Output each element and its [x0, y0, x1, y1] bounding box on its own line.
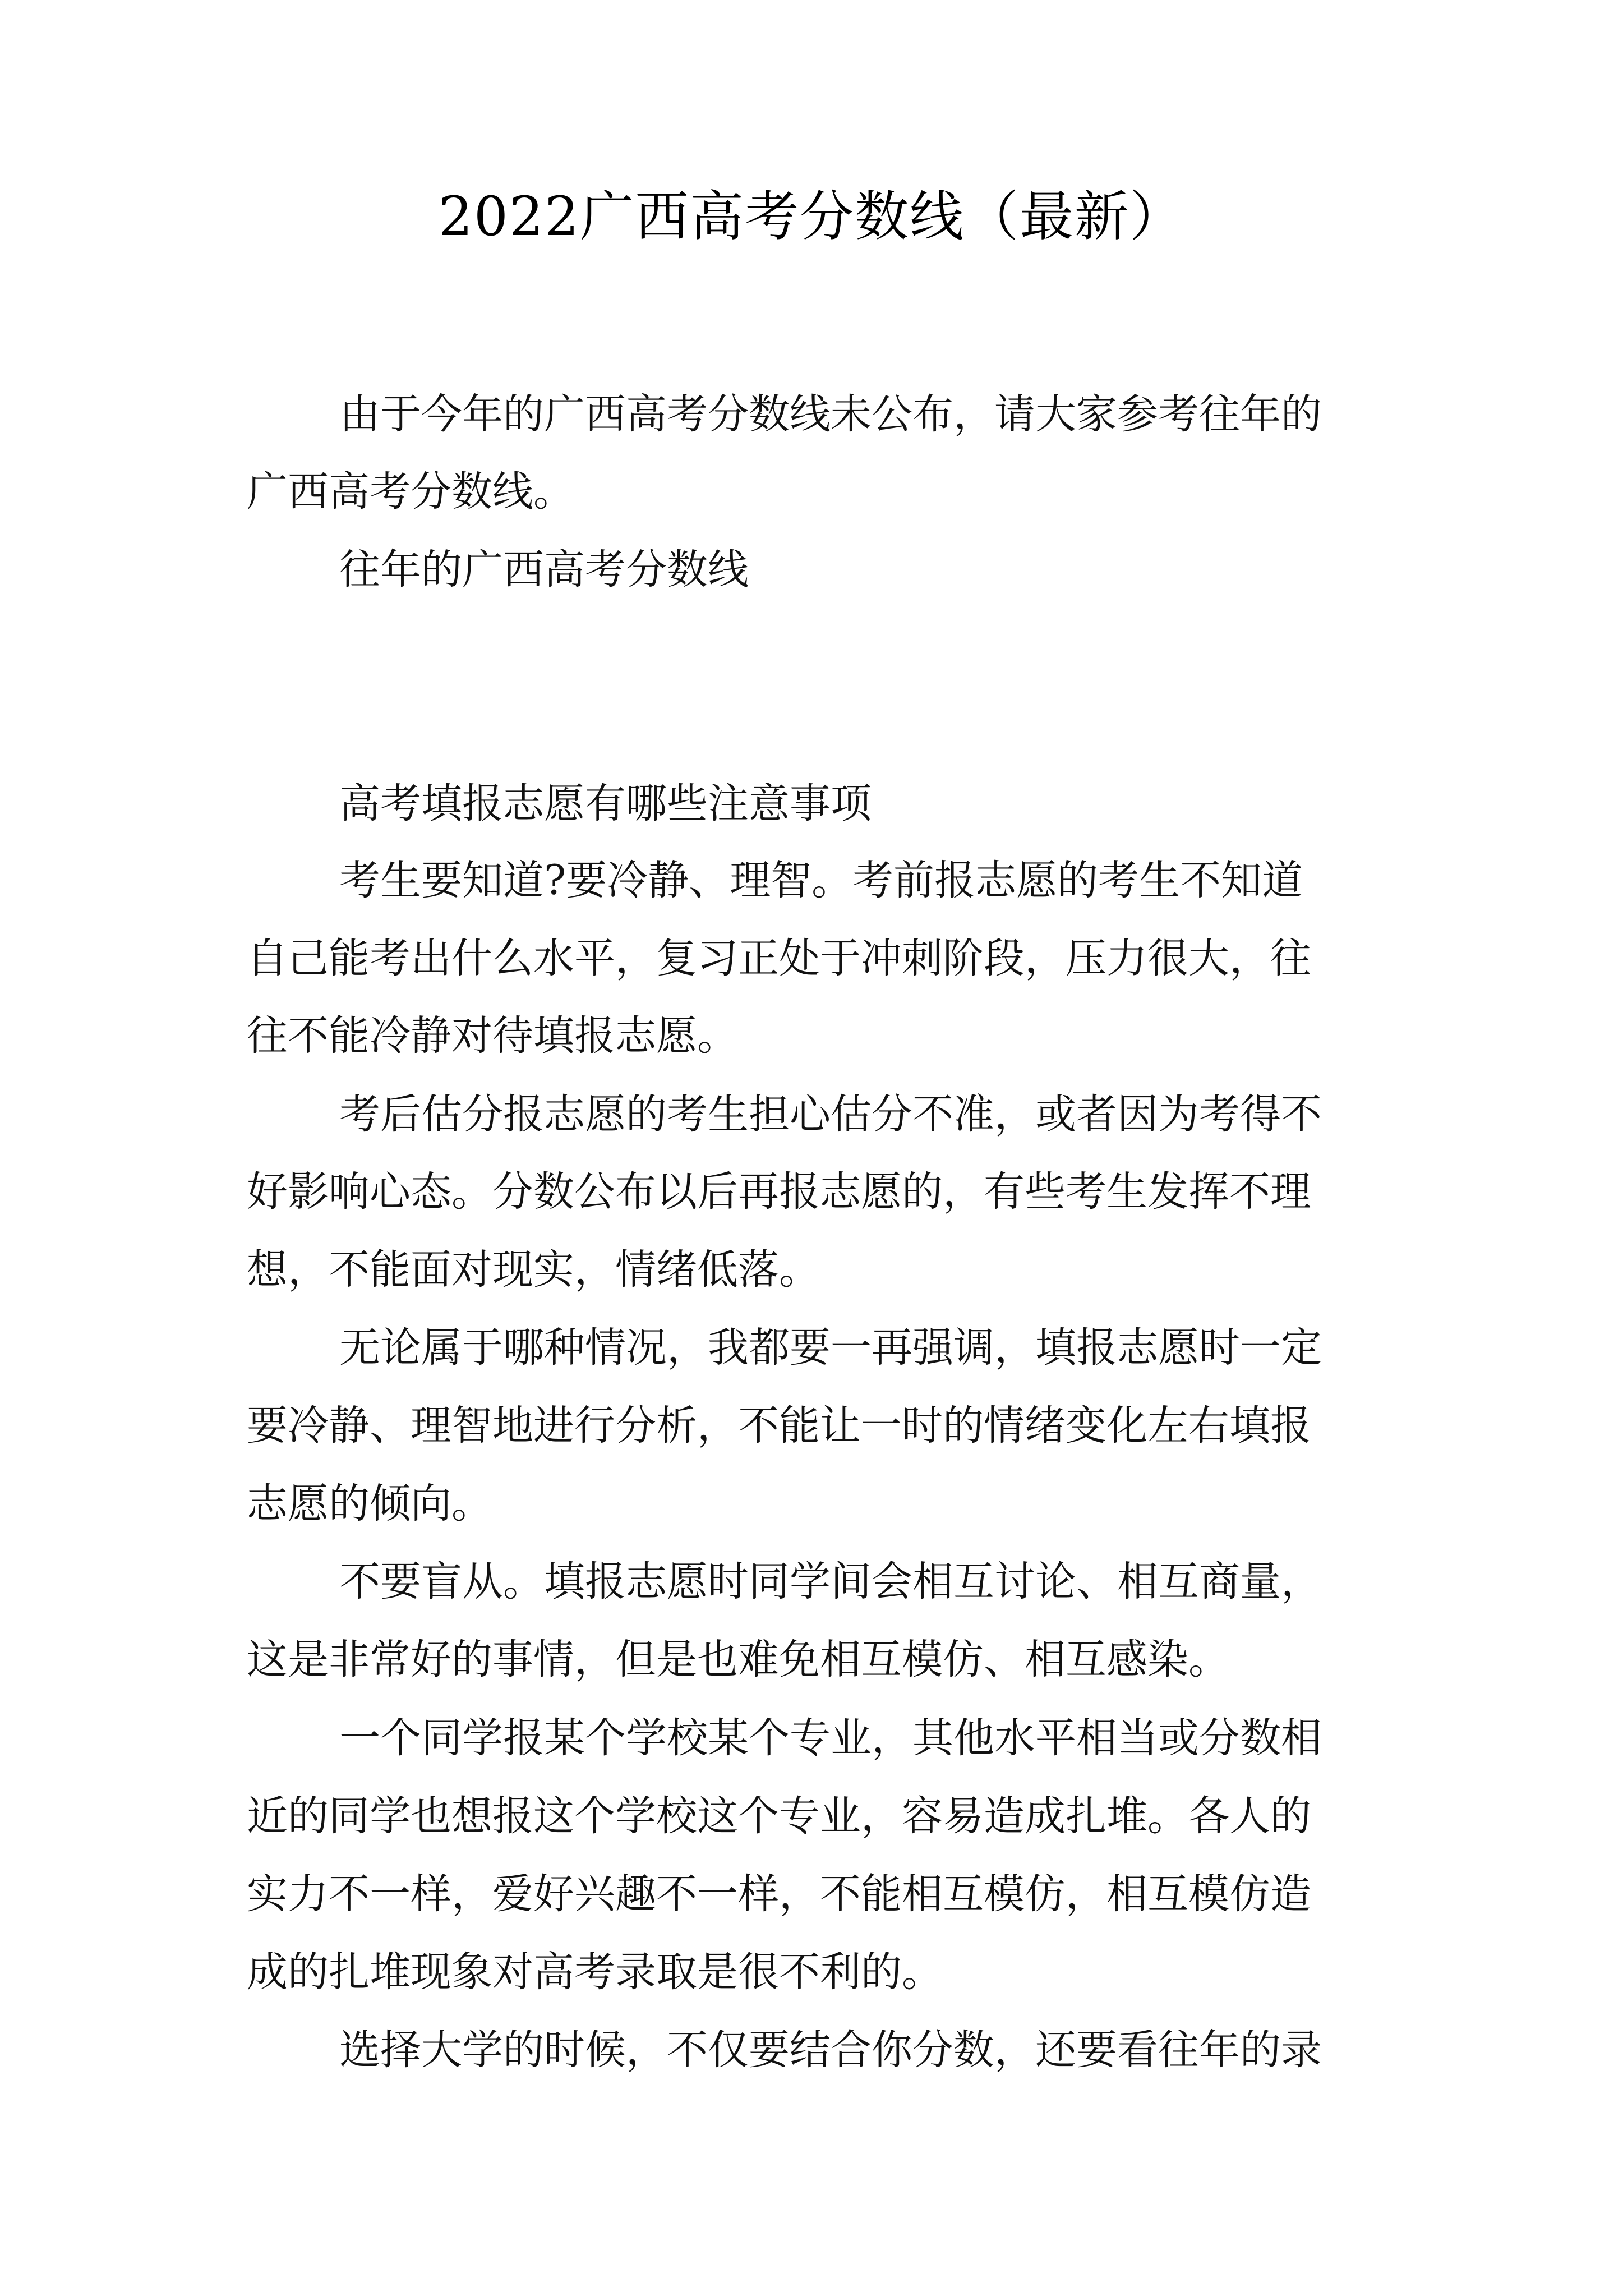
para5-line3: 想，不能面对现实，情绪低落。 — [247, 1246, 820, 1294]
para8-line1: 一个同学报某个学校某个专业，其他水平相当或分数相 — [339, 1714, 1322, 1762]
para8-line4: 成的扎堆现象对高考录取是很不利的。 — [247, 1948, 943, 1996]
para6-line1: 无论属于哪种情况，我都要一再强调，填报志愿时一定 — [339, 1324, 1322, 1372]
para4-line3: 往不能冷静对待填报志愿。 — [247, 1012, 738, 1060]
para7-line2: 这是非常好的事情，但是也难免相互模仿、相互感染。 — [247, 1636, 1229, 1683]
para5-line2: 好影响心态。分数公布以后再报志愿的，有些考生发挥不理 — [247, 1168, 1311, 1216]
para1-line1: 由于今年的广西高考分数线未公布，请大家参考往年的 — [339, 390, 1322, 438]
para6-line3: 志愿的倾向。 — [247, 1480, 492, 1527]
para6-line2: 要冷静、理智地进行分析，不能让一时的情绪变化左右填报 — [247, 1402, 1311, 1450]
para4-line2: 自己能考出什么水平，复习正处于冲刺阶段，压力很大，往 — [247, 935, 1311, 982]
para8-line3: 实力不一样，爱好兴趣不一样，不能相互模仿，相互模仿造 — [247, 1870, 1311, 1918]
para3-heading: 高考填报志愿有哪些注意事项 — [339, 780, 872, 827]
para7-line1: 不要盲从。填报志愿时同学间会相互讨论、相互商量， — [339, 1558, 1322, 1605]
para2-line1: 往年的广西高考分数线 — [339, 546, 749, 593]
document-title: 2022广西高考分数线（最新） — [438, 185, 1185, 248]
para4-line1: 考生要知道?要冷静、理智。考前报志愿的考生不知道 — [339, 857, 1303, 904]
para8-line2: 近的同学也想报这个学校这个专业，容易造成扎堆。各人的 — [247, 1792, 1311, 1840]
para1-line2: 广西高考分数线。 — [247, 468, 574, 516]
para5-line1: 考后估分报志愿的考生担心估分不准，或者因为考得不 — [339, 1091, 1322, 1138]
para9-line1: 选择大学的时候，不仅要结合你分数，还要看往年的录 — [339, 2026, 1322, 2074]
